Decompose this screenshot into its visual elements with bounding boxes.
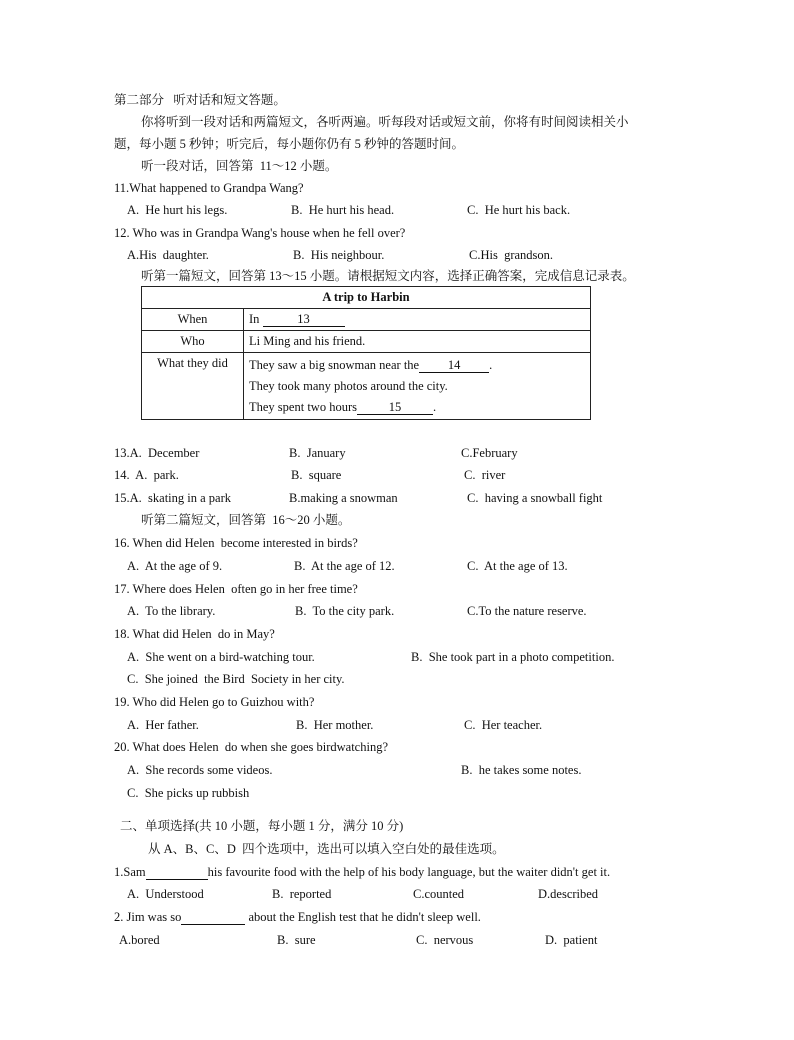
choice-2-option-b: B. sure [277, 933, 316, 947]
question-16-option-a: A. At the age of 9. [127, 559, 223, 573]
question-15-option-b: B.making a snowman [289, 491, 398, 505]
blank-14: 14 [419, 358, 489, 373]
table-label-who: Who [142, 331, 244, 353]
when-prefix: In [249, 312, 260, 326]
choice-1-blank [146, 865, 208, 880]
question-14-option-a: 14. A. park. [114, 468, 179, 482]
question-17-option-a: A. To the library. [127, 604, 216, 618]
choice-1-prefix: 1.Sam [114, 865, 146, 879]
question-13-option-c: C.February [461, 446, 518, 460]
table-value-who: Li Ming and his friend. [244, 331, 591, 353]
question-17-option-b: B. To the city park. [295, 604, 395, 618]
question-16-option-c: C. At the age of 13. [467, 559, 568, 573]
question-20-option-a: A. She records some videos. [127, 763, 273, 777]
choice-1-option-a: A. Understood [127, 887, 204, 901]
question-16-option-b: B. At the age of 12. [294, 559, 395, 573]
choice-2-option-d: D. patient [545, 933, 598, 947]
question-13-option-a: 13.A. December [114, 446, 200, 460]
question-14-option-c: C. river [464, 468, 506, 482]
question-18-option-a: A. She went on a bird-watching tour. [127, 650, 315, 664]
line1-prefix: They saw a big snowman near the [249, 357, 420, 372]
question-13-option-b: B. January [289, 446, 346, 460]
question-19-option-b: B. Her mother. [296, 718, 374, 732]
question-15-option-c: C. having a snowball fight [467, 491, 603, 505]
blank-13: 13 [263, 312, 345, 327]
section2-instructions: 从 A、B、C、D 四个选项中，选出可以填入空白处的最佳选项。 [148, 842, 505, 856]
choice-2-prefix: 2. Jim was so [114, 910, 182, 924]
question-19-option-a: A. Her father. [127, 718, 199, 732]
question-20-option-c: C. She picks up rubbish [127, 786, 250, 800]
choice-2-stem [114, 909, 481, 925]
choice-2-option-a: A.bored [119, 933, 160, 947]
choice-1-option-b: B. reported [272, 887, 332, 901]
part-instructions-line2: 题，每小题 5 秒钟；听完后，每小题你仍有 5 秒钟的答题时间。 [114, 137, 465, 151]
question-18-option-b: B. She took part in a photo competition. [411, 650, 615, 664]
choice-2-option-c: C. nervous [416, 933, 474, 947]
line1-suffix: . [489, 357, 493, 372]
question-11-option-a: A. He hurt his legs. [127, 203, 228, 217]
table-title: A trip to Harbin [142, 287, 591, 309]
choice-1-option-d: D.described [538, 887, 599, 901]
choice-2-suffix: about the English test that he didn't sleep well. [245, 910, 481, 924]
blank-15: 15 [357, 400, 433, 415]
table-value-what [244, 353, 591, 420]
question-19-stem: 19. Who did Helen go to Guizhou with? [114, 695, 315, 709]
table-label-what: What they did [142, 353, 244, 420]
passage1-instructions: 听第一篇短文，回答第 13～15 小题。请根据短文内容，选择正确答案，完成信息记录表。 [141, 269, 635, 283]
question-17-stem: 17. Where does Helen often go in her free time? [114, 582, 358, 596]
question-11-option-c: C. He hurt his back. [467, 203, 571, 217]
passage2-instructions: 听第二篇短文，回答第 16～20 小题。 [141, 513, 351, 527]
question-11-option-b: B. He hurt his head. [291, 203, 395, 217]
question-17-option-c: C.To the nature reserve. [467, 604, 587, 618]
table-label-when: When [142, 309, 244, 331]
what-line-2: They took many photos around the city. [249, 378, 448, 393]
info-record-table [141, 286, 591, 420]
question-18-stem: 18. What did Helen do in May? [114, 627, 275, 641]
question-12-option-a: A.His daughter. [127, 248, 209, 262]
question-11-stem: 11.What happened to Grandpa Wang? [114, 181, 304, 195]
line3-prefix: They spent two hours [249, 399, 357, 414]
part-instructions-line1: 你将听到一段对话和两篇短文，各听两遍。听每段对话或短文前，你将有时间阅读相关小 [141, 115, 629, 129]
choice-2-blank [181, 910, 245, 925]
question-19-option-c: C. Her teacher. [464, 718, 543, 732]
choice-1-stem [114, 864, 610, 880]
question-18-option-c: C. She joined the Bird Society in her city. [127, 672, 345, 686]
dialog-instructions: 听一段对话，回答第 11～12 小题。 [141, 159, 338, 173]
question-14-option-b: B. square [291, 468, 342, 482]
question-20-option-b: B. he takes some notes. [461, 763, 582, 777]
section2-heading: 二、单项选择(共 10 小题，每小题 1 分，满分 10 分) [120, 819, 404, 833]
question-12-option-b: B. His neighbour. [293, 248, 385, 262]
choice-1-suffix: his favourite food with the help of his body language, but the waiter didn't get it. [207, 865, 611, 879]
choice-1-option-c: C.counted [413, 887, 465, 901]
question-20-stem: 20. What does Helen do when she goes birdwatching? [114, 740, 389, 754]
what-line-1 [249, 355, 590, 376]
question-12-option-c: C.His grandson. [469, 248, 554, 262]
what-line-3 [249, 397, 590, 418]
line3-suffix: . [432, 399, 437, 414]
question-12-stem: 12. Who was in Grandpa Wang's house when he fell over? [114, 226, 406, 240]
question-16-stem: 16. When did Helen become interested in birds? [114, 536, 358, 550]
part-heading: 第二部分 听对话和短文答题。 [114, 93, 286, 107]
question-15-option-a: 15.A. skating in a park [114, 491, 231, 505]
table-value-when [244, 309, 591, 331]
